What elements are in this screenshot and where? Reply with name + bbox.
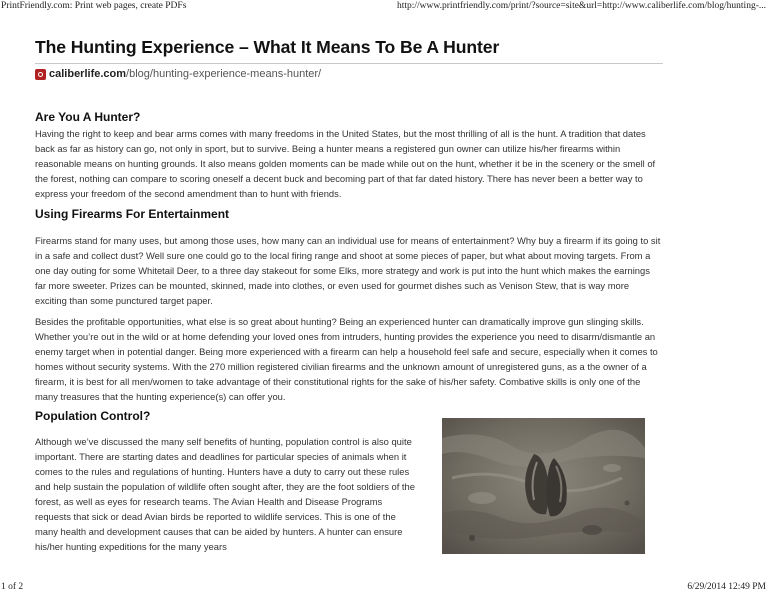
source-line [35,67,321,81]
section-heading-firearms-entertainment: Using Firearms For Entertainment [35,207,230,221]
deer-track-photo [442,418,645,554]
paragraph-hunter-intro: Having the right to keep and bear arms comes with many freedoms in the United States, but the most thrilling of all is the hunt. A tradition that dates back as far as history can go, not only in sport, but to survive. Being a hunter means a registered gun owner can utilize his/her firearms within reasonable means on hunting grounds. It also means golden moments can be made while out on the hunt, whether it be in the scenery or the smell of the forest, nothing can compare to scoring oneself a decent buck and becoming part of that far dated history. There has never been a better way to express your freedom of the second amendment than to hunt with friends. [35,128,656,199]
print-footer [0,581,768,593]
paragraph-population-control: Although we’ve discussed the many self benefits of hunting, population control is also quite important. There are starting dates and deadlines for particular species of animals when it comes to the rules and regulations of hunting. Hunters have a duty to carry out these rules and help sustain the population of wildlife often sought after, they are the foot soldiers of the forest, as well as eyes for research teams. The Avian Health and Disease Programs requests that sick or dead Avian birds be reported to wildlife services. This is one of the many health and development causes that can be aided by hunters. A hunter can ensure his/her hunting expeditions for the many years [35,436,415,552]
source-domain[interactable]: caliberlife.com [49,68,127,80]
page-title: The Hunting Experience – What It Means To Be A Hunter [35,37,500,57]
caliberlife-logo-icon [35,69,46,80]
print-datetime: 6/29/2014 12:49 PM [687,582,766,592]
deer-track-photo-icon [442,418,645,554]
source-path[interactable]: /blog/hunting-experience-means-hunter/ [126,68,322,80]
article [35,36,663,552]
print-header-site: PrintFriendly.com: Print web pages, create PDFs [1,1,187,11]
print-header [0,0,768,12]
title-divider [35,63,663,64]
paragraph-gun-skills: Besides the profitable opportunities, what else is so great about hunting? Being an experienced hunter can dramatically improve gun slinging skills. Whether you’re out in the wild or at home defending your loved ones from intruders, hunting provides the experience you need to disarm/dismantle an enemy target when in potential danger. Being more experienced with a firearm can help a household feel safe and secure, especially when it comes to homes without security systems. With the 270 million registered civilian firearms and the unknown amount of unregistered guns, as a the owner of a firearm, it is best for all men/women to take advantage of their constitutional rights for the sake of his/her safety. Combative skills is only one of the many treasures that the hunting experience(s) can offer you. [35,316,658,402]
section-heading-population-control: Population Control? [35,409,151,423]
section-heading-are-you-a-hunter: Are You A Hunter? [35,110,141,124]
page-number: 1 of 2 [1,582,24,592]
paragraph-firearms-uses: Firearms stand for many uses, but among those uses, how many can an individual use for means of entertainment? Why buy a firearm if its going to sit in a safe and collect dust? Well sure one could go to the local firing range and shoot at some pieces of paper, but what about moving targets. From a one day outing for some Whitetail Deer, to a three day stakeout for some Elks, more strategy and work is put into the hunt which makes the earnings far more sweeter. Prizes can be mounted, skinned, made into clothes, or even used for gourmet dishes such as Venison Stew, that is way more exciting than some punctured target paper. [35,235,661,306]
print-header-url[interactable]: http://www.printfriendly.com/print/?source=site&url=http://www.caliberlife.com/blog/hunting-... [396,1,766,11]
